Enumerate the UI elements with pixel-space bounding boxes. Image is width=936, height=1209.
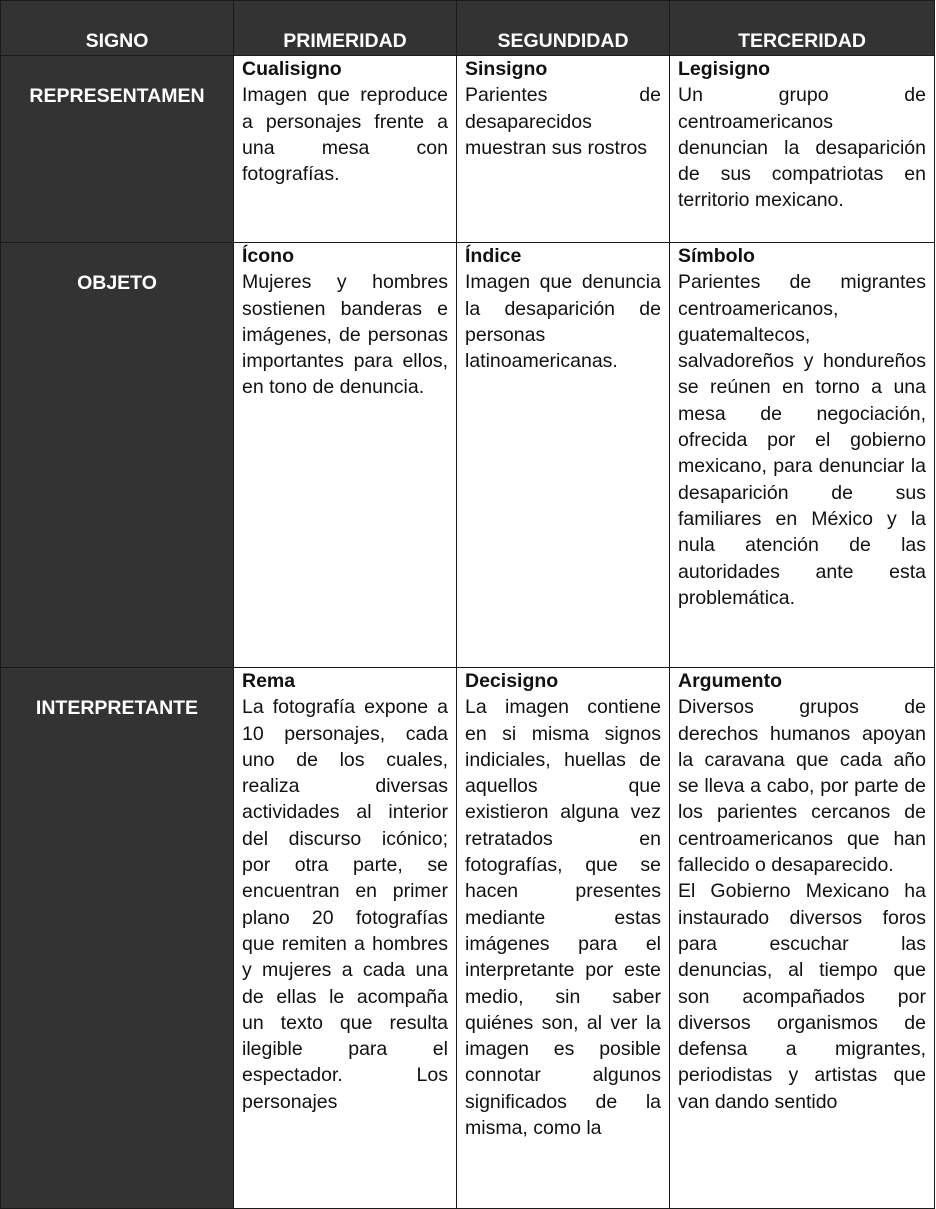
cell-text: Un grupo de centroamericanos denuncian la desaparición de sus compatriotas en territorio mexicano. <box>678 84 926 212</box>
table-cell <box>670 56 935 243</box>
table-row-objeto <box>1 243 935 668</box>
cell-text: La imagen contiene en si misma signos indiciales, huellas de aquellos que existieron alguna vez retratados en fotografías, que se hacen presentes mediante estas imágenes para el interpretante por este medio, sin saber quiénes son, al ver la imagen es posible connotar algunos significados de la misma, como la <box>465 696 661 1140</box>
cell-term: Decisigno <box>465 670 559 692</box>
table-cell <box>234 56 457 243</box>
header-row <box>1 1 935 56</box>
cell-text: Parientes de desaparecidos muestran sus rostros <box>465 84 661 159</box>
row-label: INTERPRETANTE <box>35 697 199 719</box>
table-row-interpretante <box>1 668 935 1209</box>
header-label: SEGUNDIDAD <box>497 30 629 52</box>
header-segundidad <box>457 1 670 56</box>
header-signo <box>1 1 234 56</box>
cell-text: Diversos grupos de derechos humanos apoyan la caravana que cada año se lleva a cabo, por parte de los parientes cercanos de centroamericanos que han fallecido o desaparecido. <box>678 696 926 877</box>
row-label-cell <box>1 56 234 243</box>
table-row-representamen <box>1 56 935 243</box>
cell-term: Rema <box>242 670 296 692</box>
table-cell <box>457 56 670 243</box>
cell-text: El Gobierno Mexicano ha instaurado diversos foros para escuchar las denuncias, al tiempo que son acompañados por diversos organismos de defensa a migrantes, periodistas y artistas que van dando sentido <box>678 880 926 1113</box>
table-cell <box>234 668 457 1209</box>
cell-term: Argumento <box>678 670 782 692</box>
cell-text: Parientes de migrantes centroamericanos, guatemaltecos, salvadoreños y hondureños se reúnen en torno a una mesa de negociación, ofrecida por el gobierno mexicano, para denunciar la desaparición de sus familiares en México y la nula atención de las autoridades ante esta problemática. <box>678 271 926 609</box>
cell-term: Sinsigno <box>465 58 548 80</box>
cell-text: La fotografía expone a 10 personajes, cada uno de los cuales, realiza diversas actividades al interior del discurso icónico; por otra parte, se encuentran en primer plano 20 fotografías que remiten a hombres y mujeres a cada una de ellas le acompaña un texto que resulta ilegible para el espectador. Los personajes <box>242 696 448 1113</box>
cell-term: Ícono <box>242 245 294 267</box>
row-label: OBJETO <box>77 272 157 294</box>
table-cell <box>234 243 457 668</box>
cell-text: Imagen que denuncia la desaparición de personas latinoamericanas. <box>465 271 661 373</box>
cell-term: Índice <box>465 245 522 267</box>
header-terceridad <box>670 1 935 56</box>
header-label: TERCERIDAD <box>738 30 866 52</box>
header-label: SIGNO <box>85 30 149 52</box>
row-label-cell <box>1 668 234 1209</box>
header-primeridad <box>234 1 457 56</box>
cell-term: Cualisigno <box>242 58 342 80</box>
cell-term: Legisigno <box>678 58 771 80</box>
table-cell <box>457 668 670 1209</box>
cell-text: Imagen que reproduce a personajes frente a una mesa con fotografías. <box>242 84 448 186</box>
cell-term: Símbolo <box>678 245 755 267</box>
header-label: PRIMERIDAD <box>283 30 407 52</box>
table-cell <box>457 243 670 668</box>
cell-text: Mujeres y hombres sostienen banderas e imágenes, de personas importantes para ellos, en tono de denuncia. <box>242 271 448 399</box>
table-cell <box>670 243 935 668</box>
row-label: REPRESENTAMEN <box>29 85 205 107</box>
row-label-cell <box>1 243 234 668</box>
table-cell <box>670 668 935 1209</box>
